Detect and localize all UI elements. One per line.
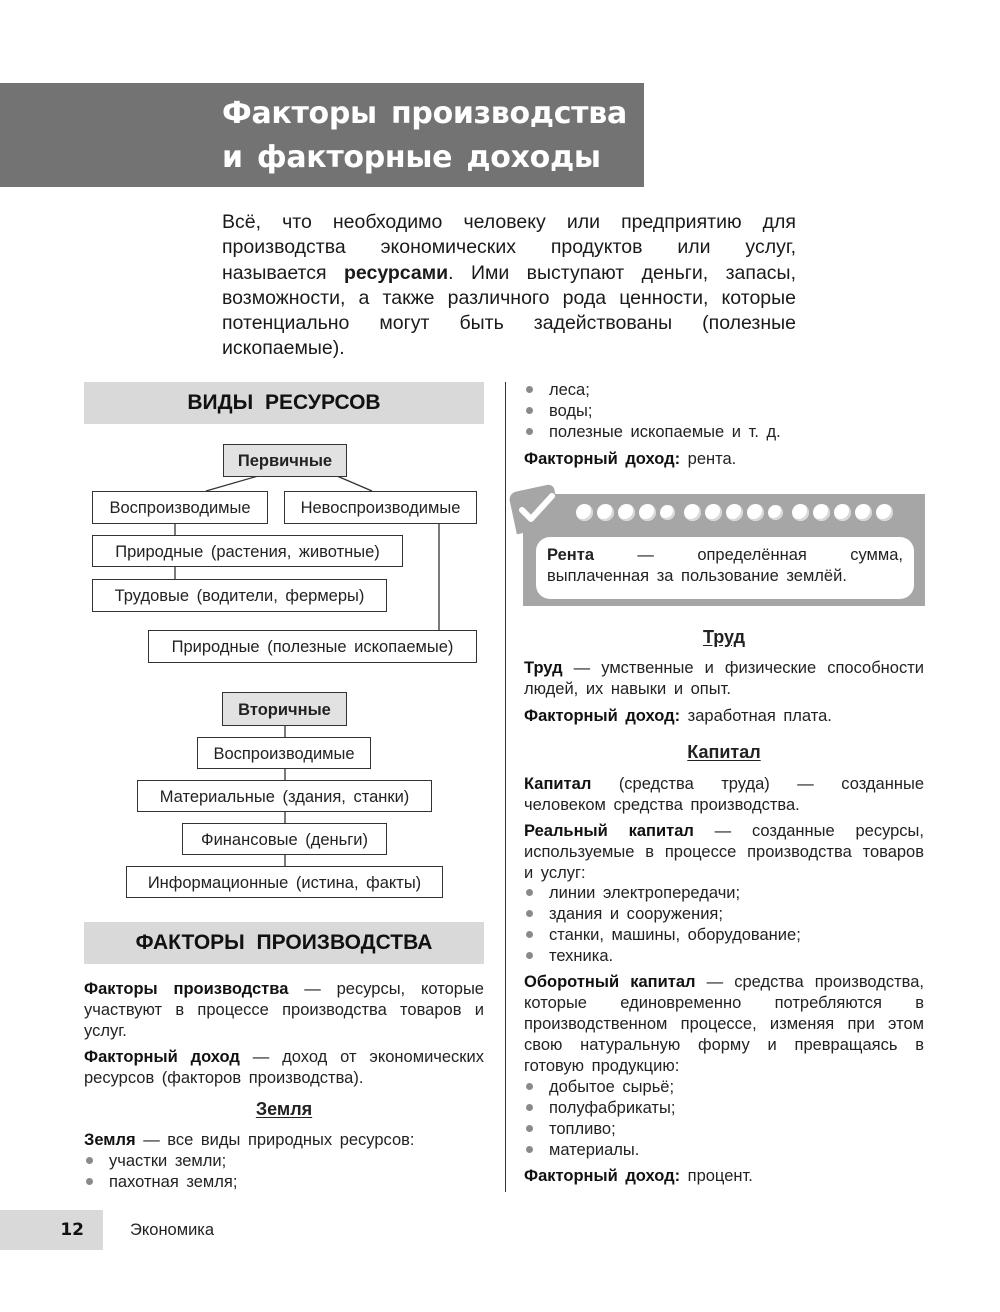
page-title-line-1: Факторы производства	[222, 96, 627, 131]
real-capital-list	[524, 883, 924, 967]
capital-income-term: Факторный доход:	[524, 1167, 681, 1185]
labor-income-term: Факторный доход:	[524, 707, 681, 725]
capital-subheading: Капитал	[687, 742, 761, 762]
dot	[705, 504, 722, 521]
real-capital-term: Реальный капитал	[524, 822, 694, 840]
capital-text: (средства труда) — созданные человеком средства производства.	[524, 775, 924, 814]
dot	[639, 504, 656, 521]
dot	[747, 504, 764, 521]
capital-term: Капитал	[524, 775, 592, 793]
working-capital-term: Оборотный капитал	[524, 973, 696, 991]
dot	[618, 504, 635, 521]
working-capital-item: топливо;	[524, 1119, 924, 1140]
diagram-informational: Информационные (истина, факты)	[126, 866, 443, 898]
rent-definition	[547, 545, 903, 587]
land-list-item: полезные ископаемые и т. д.	[524, 422, 924, 443]
diagram-primary-root: Первичные	[223, 444, 347, 477]
land-text: — все виды природных ресурсов:	[135, 1131, 415, 1149]
dot	[726, 504, 743, 521]
labor-income	[524, 706, 924, 727]
capital-income-text: процент.	[680, 1167, 753, 1185]
diagram-primary-nonreproducible: Невоспроизводимые	[284, 491, 477, 524]
land-list-item: леса;	[524, 380, 924, 401]
dot	[834, 504, 851, 521]
factors-text: — ресурсы, которые участвуют в процессе производства товаров и услуг.	[84, 980, 484, 1040]
land-list-part-1	[84, 1151, 484, 1193]
working-capital-item: полуфабрикаты;	[524, 1098, 924, 1119]
intro-text-end: . Ими выступают деньги, запасы, возможности, а также различного рода ценности, которые потенциально могут быть задействованы (полезные ископаемые).	[222, 261, 796, 360]
land-subheading: Земля	[255, 1099, 313, 1119]
diagram-primary-reproducible: Воспроизводимые	[92, 491, 268, 524]
real-capital-text: — созданные ресурсы, используемые в процессе производства товаров и услуг:	[524, 822, 924, 882]
dot	[768, 505, 783, 520]
connector-line	[337, 476, 372, 491]
book-subject: Экономика	[130, 1221, 215, 1239]
page-title-line-2: и факторные доходы	[222, 140, 601, 175]
factors-section-header: ФАКТОРЫ ПРОИЗВОДСТВА	[84, 922, 484, 964]
diagram-labor: Трудовые (водители, фермеры)	[92, 579, 387, 612]
labor-term: Труд	[524, 659, 563, 677]
land-list-part-2	[524, 380, 924, 443]
capital-income	[524, 1166, 924, 1187]
real-capital-item: техника.	[524, 946, 924, 967]
resources-section-header: ВИДЫ РЕСУРСОВ	[84, 382, 484, 424]
diagram-secondary-reproducible: Воспроизводимые	[197, 737, 371, 769]
working-capital-item: материалы.	[524, 1140, 924, 1161]
connector-line	[206, 476, 258, 491]
dot	[660, 505, 675, 520]
dot	[576, 504, 593, 521]
land-term: Земля	[84, 1131, 136, 1149]
real-capital-item: станки, машины, оборудование;	[524, 925, 924, 946]
labor-text: — умственные и физические способности людей, их навыки и опыт.	[524, 659, 924, 698]
labor-subheading: Труд	[702, 627, 746, 647]
land-list-item: участки земли;	[84, 1151, 484, 1172]
diagram-natural-minerals: Природные (полезные ископаемые)	[148, 630, 477, 663]
dot	[684, 504, 701, 521]
working-capital-definition	[524, 972, 924, 1077]
land-income-term: Факторный доход:	[524, 450, 681, 468]
intro-bold-term: ресурсами	[343, 261, 449, 284]
rent-term: Рента	[547, 546, 594, 564]
land-income-text: рента.	[680, 450, 737, 468]
factors-term: Факторы производства	[84, 980, 289, 998]
working-capital-item: добытое сырьё;	[524, 1077, 924, 1098]
page-number: 12	[60, 1220, 84, 1240]
factors-definition	[84, 979, 484, 1042]
real-capital-item: линии электропередачи;	[524, 883, 924, 904]
land-definition	[84, 1130, 484, 1151]
labor-income-text: заработная плата.	[680, 707, 832, 725]
factor-income-term: Факторный доход	[84, 1048, 240, 1066]
real-capital-item: здания и сооружения;	[524, 904, 924, 925]
checkmark-icon	[516, 490, 560, 526]
factor-income-text: — доход от экономических ресурсов (факторов производства).	[84, 1048, 484, 1087]
dot	[876, 504, 893, 521]
capital-definition	[524, 774, 924, 816]
decorative-dots	[576, 504, 897, 521]
working-capital-list	[524, 1077, 924, 1161]
diagram-financial: Финансовые (деньги)	[182, 823, 387, 855]
factor-income-definition	[84, 1047, 484, 1089]
dot	[813, 504, 830, 521]
land-income	[524, 449, 924, 470]
land-list-item: пахотная земля;	[84, 1172, 484, 1193]
diagram-secondary-root: Вторичные	[222, 692, 347, 726]
intro-text-start: Всё, что необходимо человеку или предприятию для производства экономических продуктов или услуг, называется	[222, 211, 796, 284]
diagram-material: Материальные (здания, станки)	[137, 780, 432, 812]
column-divider	[505, 382, 506, 1192]
working-capital-text: — средства производства, которые единовременно потребляются в производственном процессе, изменяя при этом свою натуральную форму и превращаясь в готовую продукцию:	[524, 973, 924, 1075]
diagram-natural-living: Природные (растения, животные)	[92, 535, 403, 567]
dot	[792, 504, 809, 521]
labor-definition	[524, 658, 924, 700]
land-list-item: воды;	[524, 401, 924, 422]
real-capital-definition	[524, 821, 924, 884]
rent-text: — определённая сумма, выплаченная за пользование землёй.	[547, 546, 903, 585]
dot	[855, 504, 872, 521]
dot	[597, 504, 614, 521]
